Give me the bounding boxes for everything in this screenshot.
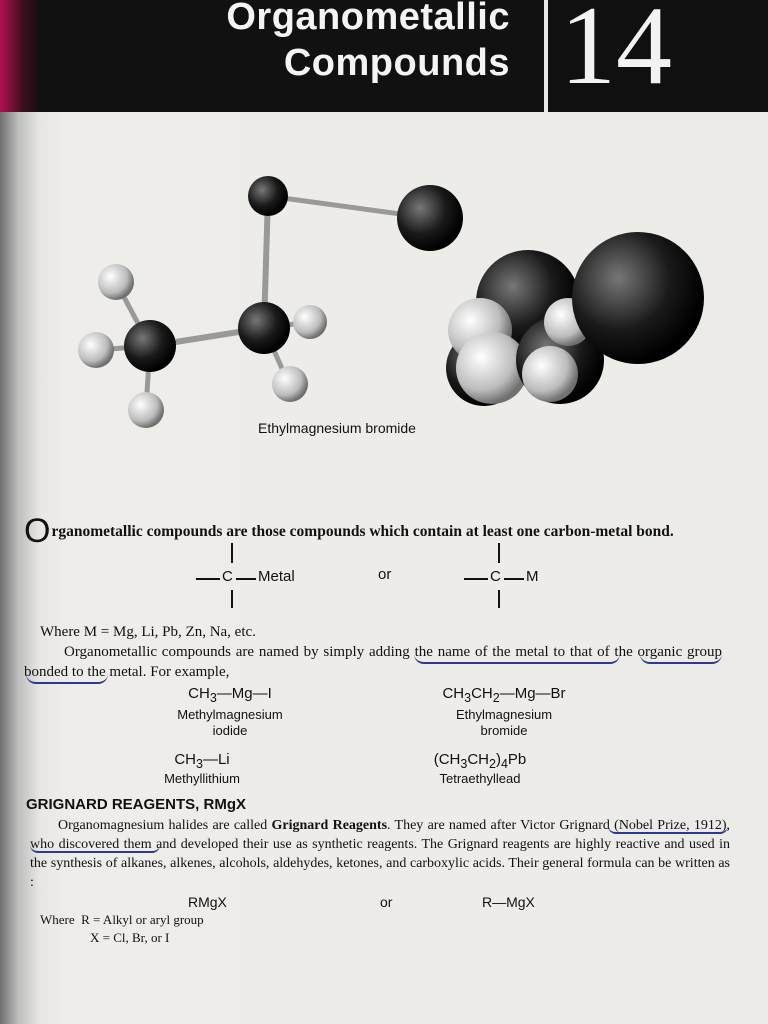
bond-line [498,543,500,563]
naming-paragraph: Organometallic compounds are named by simply adding the name of the metal to that of the organic group bonded to the metal. For example, [24,644,722,680]
example-name [404,707,604,739]
carbon-atom: C [222,568,233,585]
example-formula: $(CH_3CH_2)_4Pb$ [433,751,527,771]
grignard-term: Grignard Reagents [271,818,388,833]
space-filling-model [446,232,704,406]
pen-underline [640,654,722,664]
general-formula-or: or [380,894,393,910]
example-formula: $CH_3CH_2—Mg—Br$ [442,685,566,705]
chapter-title-line1: Organometallic [226,0,510,38]
example-name-line: bromide [480,723,528,738]
definition-text: rganometallic compounds are those compounds which contain at least one carbon-metal bond. [51,523,674,540]
ball-and-stick-model [78,176,463,428]
example-formula: $CH_3—Li$ [174,751,230,771]
pen-underline [26,674,108,684]
where-line: Where M = Mg, Li, Pb, Zn, Na, etc. [40,624,256,640]
chapter-title [180,0,510,86]
bond-line [498,590,500,608]
chapter-header [0,0,768,112]
example-name-line: iodide [212,723,248,738]
carbon-atom: C [490,568,501,585]
bond-line [231,543,233,563]
chapter-title-line2: Compounds [283,42,510,84]
pen-underline [30,845,160,853]
example-name-line: Methylmagnesium [177,707,283,722]
pen-underline [608,826,728,834]
where-x-line: X = Cl, Br, or I [90,930,170,945]
header-edge-decoration [0,0,40,112]
pen-underline [414,654,620,664]
example-name-line: Ethylmagnesium [455,707,553,722]
example-name: Tetraethyllead [439,771,521,786]
example-name: Methyllithium [164,771,240,786]
example-formula: $CH_3—Mg—I$ [188,685,272,705]
or-text: or [378,566,392,583]
bond-line [464,578,488,580]
example-name [130,707,330,739]
definition-paragraph [24,512,744,551]
grignard-text-start: Organomagnesium halides are called [58,818,272,833]
section-heading: GRIGNARD REAGENTS, RMgX [26,796,247,813]
grignard-text-rest: . They are named after Victor Grignard (Nobel Prize, 1912), who discovered them and developed their use as synthetic reagents. The Grignard reagents are highly reactive and used in the synthesis of alkanes, alkenes, alcohols, aldehydes, ketones, and carboxylic acids. Their general formula can be written as : [30,818,731,890]
ethylmagnesium-bromide-figure [60,160,720,450]
where-r-line: Where R = Alkyl or aryl group [40,912,204,927]
metal-symbol: M [526,568,539,585]
drop-cap: O [24,512,51,550]
general-formula-right: R—MgX [482,894,535,910]
bond-line [504,578,524,580]
metal-label: Metal [258,568,295,585]
bond-line [236,578,256,580]
chapter-number: 14 [560,0,672,108]
bond-line [231,590,233,608]
general-formula-left: RMgX [188,894,227,910]
figure-caption: Ethylmagnesium bromide [258,420,416,436]
bond-line [196,578,220,580]
